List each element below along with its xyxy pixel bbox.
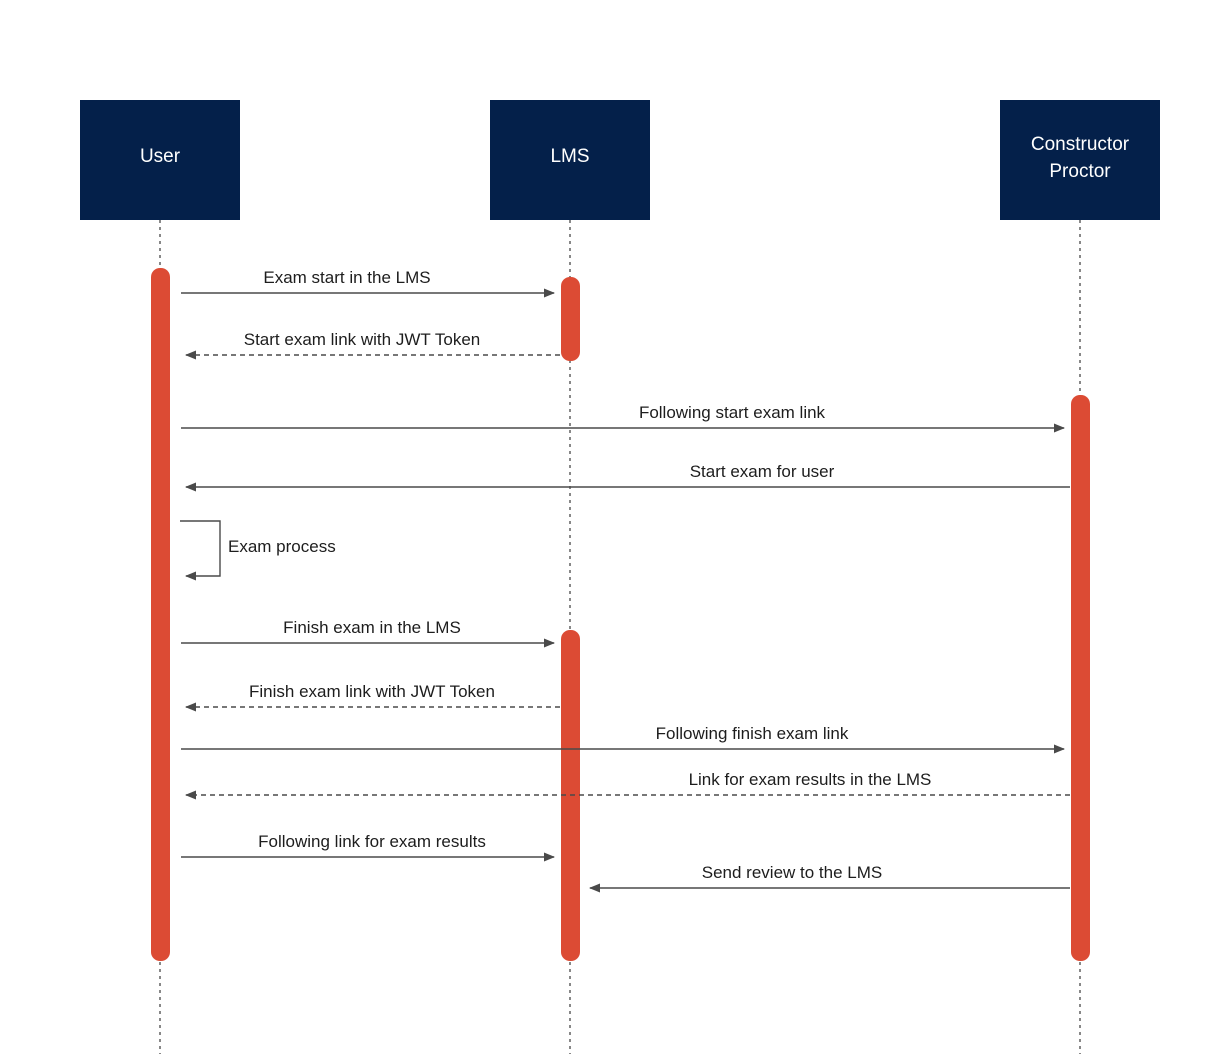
message-label-m7: Finish exam link with JWT Token — [249, 682, 495, 701]
actor-label-user: User — [139, 146, 181, 168]
actor-label-lms: LMS — [550, 146, 590, 168]
message-label-m6: Finish exam in the LMS — [283, 618, 461, 637]
message-label-m5: Exam process — [228, 537, 336, 556]
message-label-m8: Following finish exam link — [655, 724, 849, 743]
message-label-m3: Following start exam link — [638, 403, 826, 422]
actor-label-proctor-line1: Constructor — [1030, 134, 1130, 156]
message-label-m4: Start exam for user — [689, 462, 835, 481]
message-label-m10: Following link for exam results — [258, 832, 486, 851]
message-label-m11: Send review to the LMS — [701, 863, 883, 882]
message-label-m9: Link for exam results in the LMS — [688, 770, 932, 789]
activation-bar-lms-1 — [561, 277, 580, 361]
activation-bar-proctor — [1071, 395, 1090, 961]
message-arrow-m5-self — [180, 521, 220, 576]
message-label-m1: Exam start in the LMS — [263, 268, 431, 287]
actor-label-proctor-line2: Proctor — [1049, 161, 1111, 183]
actor-box-proctor[interactable] — [1000, 100, 1160, 220]
message-label-m2: Start exam link with JWT Token — [243, 330, 481, 349]
activation-bar-user — [151, 268, 170, 961]
